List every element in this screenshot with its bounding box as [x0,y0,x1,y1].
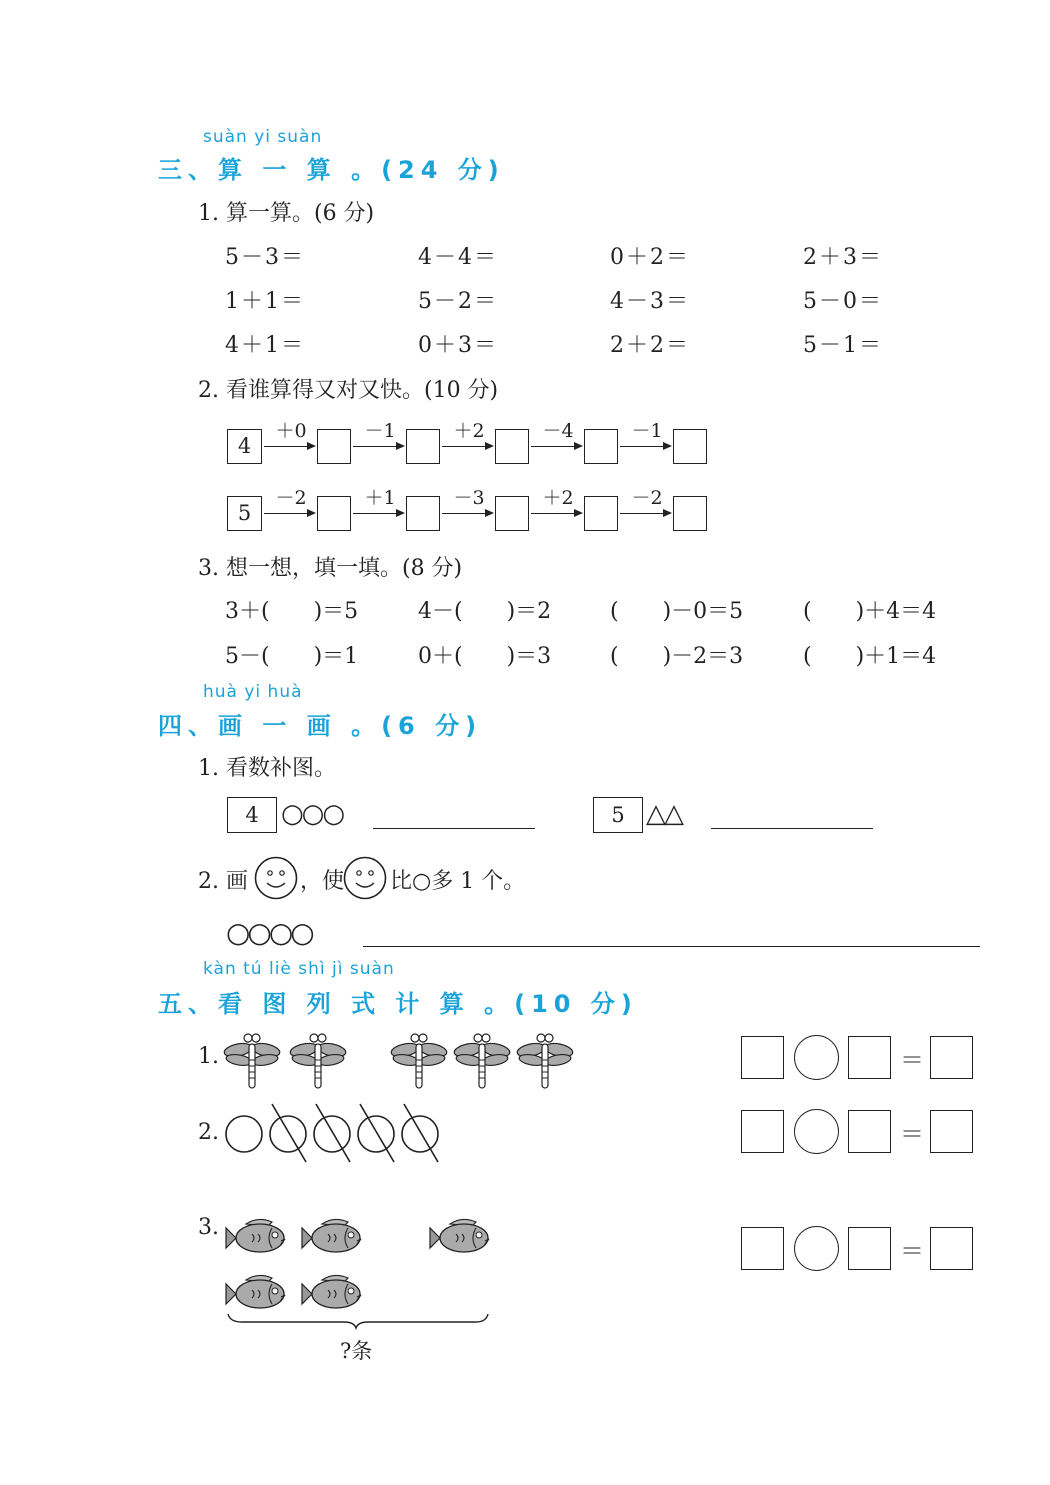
chain-op: －1 [364,420,396,442]
section5-title: 五、看 图 列 式 计 算 。(10 分) [158,990,638,1018]
answer-box[interactable] [741,1110,784,1153]
chain-op: ＋2 [453,420,485,442]
section5-pinyin: kàn tú liè shì jì suàn [203,959,395,979]
answer-box[interactable] [848,1036,891,1079]
answer-box[interactable] [406,429,440,464]
answer-box[interactable] [584,429,618,464]
crossed-circles-group [222,1100,452,1168]
answer-box[interactable] [741,1227,784,1270]
answer-line[interactable] [711,828,873,829]
arrow-icon [620,446,670,447]
s5-item-label: 3. [198,1215,219,1240]
operator-circle[interactable] [794,1226,839,1271]
answer-box[interactable] [495,496,529,531]
s5-item-label: 1. [198,1044,219,1069]
arrow-icon [620,513,670,514]
answer-box[interactable] [848,1110,891,1153]
equation: 0＋3＝ [418,333,498,358]
circle-icon [358,1116,394,1152]
s3-q1-title: 1. 算一算。(6 分) [198,201,375,226]
fish-icon [226,1219,285,1252]
equation: 5－0＝ [803,289,883,314]
smiley-icon [343,856,387,904]
section4-title: 四、画 一 画 。(6 分) [158,712,483,740]
chain-op: －3 [453,487,485,509]
arrow-icon [353,513,403,514]
fill-equation[interactable]: ( )＋1＝4 [803,644,937,669]
answer-box[interactable] [673,496,707,531]
brace-label: ?条 [340,1339,373,1363]
fill-equation[interactable]: ( )＋4＝4 [803,599,937,624]
arrow-icon [264,513,314,514]
section3-title: 三、算 一 算 。(24 分) [158,156,505,184]
fish-icon [302,1219,361,1252]
s3-q3-title: 3. 想一想，填一填。(8 分) [198,556,463,581]
fish-icon [430,1219,489,1252]
fill-equation[interactable]: 5－( )＝1 [225,644,359,669]
section3-pinyin: suàn yi suàn [203,127,323,147]
circles-shapes: ○○○ [281,799,344,829]
answer-box[interactable] [495,429,529,464]
fish-icon [226,1275,285,1308]
dragonfly-icon [289,1034,347,1088]
arrow-icon [442,513,492,514]
answer-line[interactable] [363,946,980,947]
four-circles: ○○○○ [226,916,312,949]
s4-q2-suffix: 比○多 1 个。 [390,869,526,894]
fill-equation[interactable]: ( )－2＝3 [610,644,744,669]
equation: 1＋1＝ [225,289,305,314]
circle-icon [402,1116,438,1152]
arrow-icon [442,446,492,447]
s4-q2-middle: ，使 [300,869,345,894]
fill-equation[interactable]: 3＋( )＝5 [225,599,359,624]
s4-q1-title: 1. 看数补图。 [198,756,336,781]
chain-op: ＋0 [275,420,307,442]
arrow-icon [531,446,581,447]
circle-icon [226,1116,262,1152]
triangles-shapes: △△ [646,799,682,829]
brace-icon [228,1314,488,1328]
chain-op: －1 [631,420,663,442]
answer-box[interactable] [584,496,618,531]
arrow-icon [531,513,581,514]
fish-group [222,1210,502,1330]
answer-line[interactable] [373,828,535,829]
arrow-icon [264,446,314,447]
fish-icon [302,1275,361,1308]
fill-equation[interactable]: 4－( )＝2 [418,599,552,624]
operator-circle[interactable] [794,1035,839,1080]
fill-equation[interactable]: 0＋( )＝3 [418,644,552,669]
chain-start-box: 4 [227,429,262,464]
answer-box[interactable] [673,429,707,464]
equals-sign: ＝ [900,1120,924,1148]
chain-op: －2 [631,487,663,509]
chain-op: ＋1 [364,487,396,509]
smiley-icon [254,856,298,904]
dragonfly-icon [453,1034,511,1088]
chain-op: －2 [275,487,307,509]
answer-box[interactable] [930,1110,973,1153]
circle-icon [314,1116,350,1152]
answer-box[interactable] [848,1227,891,1270]
answer-box[interactable] [930,1227,973,1270]
equation: 4－4＝ [418,245,498,270]
answer-box[interactable] [741,1036,784,1079]
equation: 5－3＝ [225,245,305,270]
arrow-icon [353,446,403,447]
equation: 2＋3＝ [803,245,883,270]
equation: 5－2＝ [418,289,498,314]
equation: 0＋2＝ [610,245,690,270]
s5-item-label: 2. [198,1120,219,1145]
equation: 2＋2＝ [610,333,690,358]
dragonfly-icon [516,1034,574,1088]
fill-equation[interactable]: ( )－0＝5 [610,599,744,624]
dragonfly-icon [223,1034,281,1088]
dragonfly-icon [390,1034,448,1088]
operator-circle[interactable] [794,1109,839,1154]
chain-op: ＋2 [542,487,574,509]
answer-box[interactable] [930,1036,973,1079]
s4-q2-prefix: 2. 画 [198,869,248,894]
dragonflies-group [222,1028,582,1090]
chain-op: －4 [542,420,574,442]
equals-sign: ＝ [900,1046,924,1074]
equals-sign: ＝ [900,1237,924,1265]
s3-q2-title: 2. 看谁算得又对又快。(10 分) [198,378,499,403]
section4-pinyin: huà yi huà [203,682,303,702]
answer-box[interactable] [317,429,351,464]
equation: 4－3＝ [610,289,690,314]
answer-box[interactable] [317,496,351,531]
circle-icon [270,1116,306,1152]
equation: 4＋1＝ [225,333,305,358]
answer-box[interactable] [406,496,440,531]
equation: 5－1＝ [803,333,883,358]
number-box: 5 [593,797,643,833]
number-box: 4 [227,797,277,833]
chain-start-box: 5 [227,496,262,531]
